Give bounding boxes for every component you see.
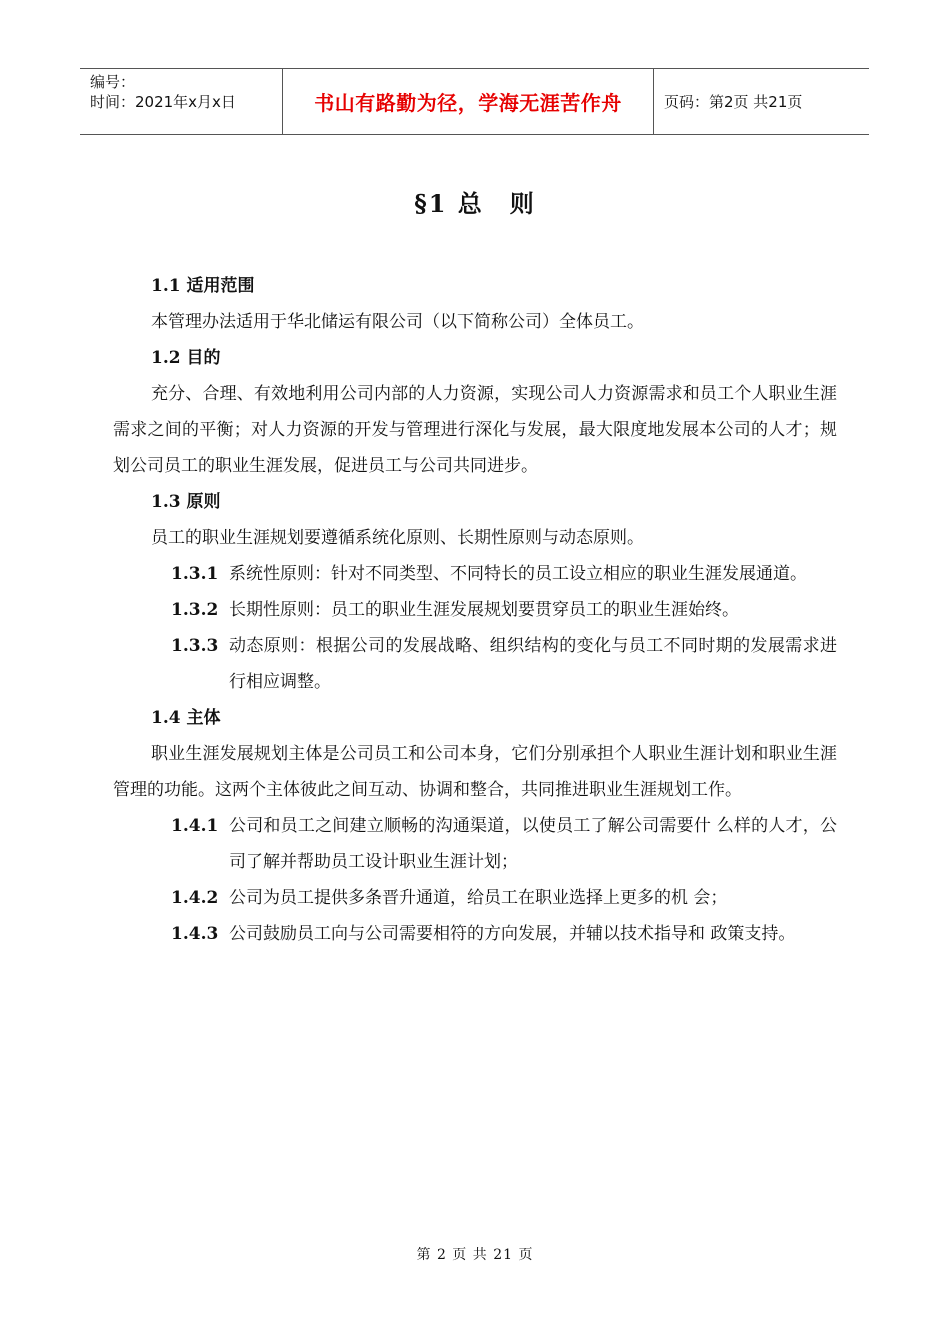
section-text-1-4: 职业生涯发展规划主体是公司员工和公司本身，它们分别承担个人职业生涯计划和职业生涯管理的功能。这两个主体彼此之间互动、协调和整合，共同推进职业生涯规划工作。 — [113, 744, 837, 800]
document-number-label: 编号： — [90, 73, 136, 91]
document-time-label: 时间：2021年x月x日 — [90, 93, 236, 111]
chapter-title: §1 总 则 — [414, 189, 536, 218]
item-number: 1.4.2 — [171, 888, 219, 908]
section-text-1-2: 充分、合理、有效地利用公司内部的人力资源，实现公司人力资源需求和员工个人职业生涯需求之间的平衡；对人力资源的开发与管理进行深化与发展，最大限度地发展本公司的人才；规划公司员工的职业生涯发展，促进员工与公司共同进步。 — [113, 384, 837, 476]
section-heading-1-4: 1.4 主体 — [151, 708, 221, 728]
item-text: 公司和员工之间建立顺畅的沟通渠道，以使员工了解公司需要什 么样的人才，公司了解并帮助员工设计职业生涯计划； — [229, 816, 837, 872]
item-text: 公司鼓励员工向与公司需要相符的方向发展，并辅以技术指导和 政策支持。 — [229, 924, 796, 944]
item-number: 1.4.1 — [171, 816, 219, 836]
item-number: 1.3.3 — [171, 636, 219, 656]
item-text: 动态原则：根据公司的发展战略、组织结构的变化与员工不同时期的发展需求进行相应调整。 — [229, 636, 837, 692]
header-motto: 书山有路勤为径，学海无涯苦作舟 — [314, 91, 622, 115]
list-item-1-3-1 — [113, 556, 837, 592]
header-motto-cell — [282, 69, 654, 134]
header-page-info — [654, 69, 869, 134]
document-body — [113, 268, 837, 952]
section-text-1-1: 本管理办法适用于华北储运有限公司（以下简称公司）全体员工。 — [151, 312, 644, 332]
list-item-1-3-2 — [113, 592, 837, 628]
list-item-1-4-2 — [113, 880, 837, 916]
list-item-1-4-1 — [113, 808, 837, 880]
header-meta — [80, 69, 282, 134]
section-heading-1-1: 1.1 适用范围 — [151, 276, 255, 296]
list-item-1-4-3 — [113, 916, 837, 952]
section-heading-1-2: 1.2 目的 — [151, 348, 221, 368]
page-header — [80, 68, 869, 135]
page-info-text: 页码：第2页 共21页 — [664, 93, 803, 111]
list-item-1-3-3 — [113, 628, 837, 700]
item-number: 1.3.2 — [171, 600, 219, 620]
page-footer: 第 2 页 共 21 页 — [416, 1247, 534, 1263]
section-text-1-3: 员工的职业生涯规划要遵循系统化原则、长期性原则与动态原则。 — [151, 528, 644, 548]
item-text: 系统性原则：针对不同类型、不同特长的员工设立相应的职业生涯发展通道。 — [229, 564, 807, 584]
item-text: 长期性原则：员工的职业生涯发展规划要贯穿员工的职业生涯始终。 — [229, 600, 739, 620]
item-number: 1.3.1 — [171, 564, 219, 584]
item-number: 1.4.3 — [171, 924, 219, 944]
section-heading-1-3: 1.3 原则 — [151, 492, 221, 512]
item-text: 公司为员工提供多条晋升通道，给员工在职业选择上更多的机 会； — [229, 888, 728, 908]
